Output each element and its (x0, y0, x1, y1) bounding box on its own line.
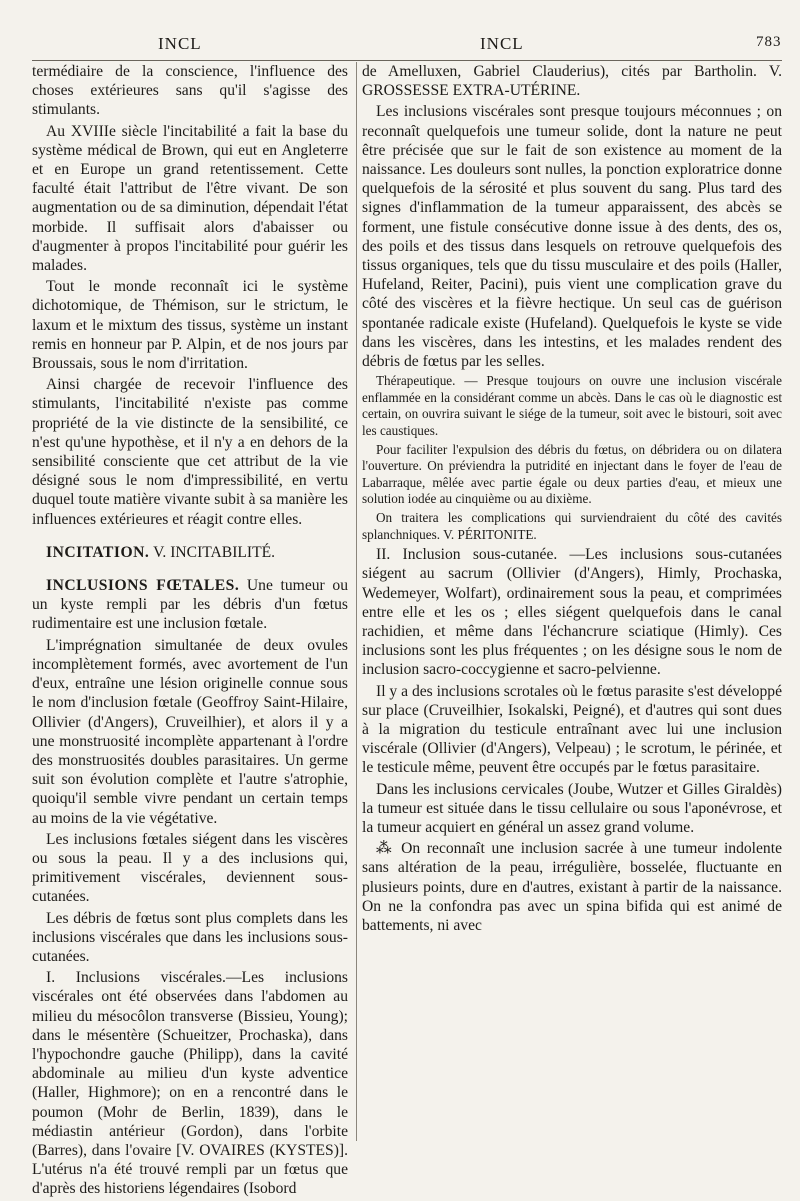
page-number: 783 (756, 34, 782, 50)
paragraph: Au XVIIIe siècle l'incitabilité a fait la base du système médical de Brown, qui eut en Angleterre et en Europe un grand retentissement. Cette faculté était l'attribut de l'être vivant. De son augmentation ou de sa diminution, dépendait l'état morbide. Il suffisait alors d'abaisser ou d'augmenter à propos l'incitabilité pour guérir les malades. (32, 122, 348, 275)
paragraph: termédiaire de la conscience, l'influence des choses extérieures sans qu'il s'agisse des stimulants. (32, 63, 348, 119)
entry-heading: INCITATION. (46, 543, 150, 561)
paragraph-therapeutique: Thérapeutique. — Presque toujours on ouvre une inclusion viscérale enflammée en la considérant comme un abcès. Dans le cas où le diagnostic est certain, on ouvrira suivant le siége de la tumeur, soit avec le bistouri, soit avec les caustiques. (362, 373, 782, 439)
running-header-right: INCL (480, 34, 524, 53)
paragraph: Dans les inclusions cervicales (Joube, Wutzer et Gilles Giraldès) la tumeur est située dans le tissu cellulaire ou sous l'aponévrose, et la tumeur acquiert en général un assez grand volume. (362, 780, 782, 837)
paragraph: On traitera les complications qui surviendraient du côté des cavités splanchniques. V. PÉRITONITE. (362, 510, 782, 542)
entry-inclusions (32, 576, 348, 634)
left-column (32, 62, 348, 1201)
cross-reference: V. INCITABILITÉ. (153, 543, 276, 561)
paragraph: Tout le monde reconnaît ici le système dichotomique, de Thémison, sur le strictum, le laxum et le mixtum des tissus, système un instant remis en honneur par P. Alpin, et de nos jours par Broussais, sous le nom d'irritation. (32, 278, 348, 373)
column-divider (356, 62, 357, 1141)
entry-definition: Une tumeur ou un kyste rempli par les débris d'un fœtus rudimentaire est une inclusion fœtale. (32, 577, 348, 633)
paragraph: Les débris de fœtus sont plus complets dans les inclusions viscérales que dans les inclusions sous-cutanées. (32, 909, 348, 965)
entry-incitation (32, 543, 348, 562)
entry-heading: INCLUSIONS FŒTALES. (46, 577, 240, 595)
paragraph: II. Inclusion sous-cutanée. —Les inclusions sous-cutanées siégent au sacrum (Ollivier (d'Angers), Himly, Prochaska, Wedemeyer, Wolfart), ordinairement sous la peau, et comprimées entre elle et les os ; elles siégent quelquefois dans le canal rachidien, et même dans l'échancrure sciatique (Himly). Ces inclusions sont les plus fréquentes ; on les désigne sous le nom de inclusion sacro-coccygienne et sacro-pelvienne. (362, 546, 782, 679)
right-column (362, 62, 782, 937)
paragraph: de Amelluxen, Gabriel Clauderius), cités par Bartholin. V. GROSSESSE EXTRA-UTÉRINE. (362, 63, 782, 100)
paragraph: ⁂ On reconnaît une inclusion sacrée à une tumeur indolente sans altération de la peau, irrégulière, bosselée, fluctuante en plusieurs points, dure en d'autres, existant à partir de la naissance. On ne la confondra pas avec un spina bifida qui est animé de battements, ni avec (362, 840, 782, 935)
paragraph: Il y a des inclusions scrotales où le fœtus parasite s'est développé sur place (Cruveilhier, Isokalski, Peigné), et d'autres qui sont dues à la migration du testicule entraînant avec lui une inclusion viscérale (Ollivier (d'Angers), Velpeau) ; le scrotum, le périnée, et le testicule même, peuvent être occupés par le fœtus parasitaire. (362, 682, 782, 777)
paragraph: Ainsi chargée de recevoir l'influence des stimulants, l'incitabilité n'existe pas comme propriété de la vie distincte de la sensibilité, ce n'est qu'une hypothèse, et il n'y a en dehors de la sensibilité consciente que cet attribut de la vie désigné sous le nom d'impressibilité, en vertu duquel toute matière vivante subit à sa manière les influences extérieures et réagit contre elles. (32, 376, 348, 528)
paragraph: Les inclusions viscérales sont presque toujours méconnues ; on reconnaît quelquefois une tumeur solide, dont la nature ne peut être précisée que sur le fait de son existence au moment de la naissance. Les douleurs sont nulles, la ponction exploratrice donne quelquefois de la sérosité et plus souvent du sang. Plus tard des signes d'inflammation de la tumeur apparaissent, des abcès se forment, une fistule consécutive donne issue à des dents, des os, des poils et des tissus dans lesquels on retrouve quelquefois des tissus organiques, tels que du tissu musculaire et des poils (Haller, Hufeland, Reiter, Pacini), puis vient une complication grave du côté des viscères et la fièvre hectique. Un seul cas de guérison spontanée radicale existe (Hufeland). Quelquefois le kyste se vide dans les viscères, dans les intestins, et les malades rendent des débris de fœtus par les selles. (362, 103, 782, 371)
paragraph: I. Inclusions viscérales.—Les inclusions viscérales ont été observées dans l'abdomen au milieu du mésocôlon transverse (Bissieu, Young); dans le mésentère (Schueitzer, Prochaska), dans l'hypochondre gauche (Philipp), dans la cavité abdominale au milieu d'un kyste adventice (Haller, Highmore); on en a rencontré dans le poumon (Mohr de Berlin, 1839), dans le médiastin antérieur (Gordon), dans l'orbite (Barres), dans l'ovaire [V. OVAIRES (KYSTES)]. L'utérus n'a été trouvé rempli par un fœtus que d'après des historiens légendaires (Isobord (32, 969, 348, 1198)
header-rule (32, 60, 782, 61)
running-header-left: INCL (158, 34, 202, 53)
paragraph: Les inclusions fœtales siégent dans les viscères ou sous la peau. Il y a des inclusions qui, primitivement viscérales, deviennent sous-cutanées. (32, 830, 348, 906)
paragraph: L'imprégnation simultanée de deux ovules incomplètement formés, avec avortement de l'un d'eux, entraîne une lésion originelle connue sous le nom d'inclusion fœtale (Geoffroy Saint-Hilaire, Ollivier (d'Angers), Cruveilhier), et alors il y a une monstruosité incomplète appartenant à l'ordre des monstruosités doubles parasitaires. Un germe suit son évolution complète et l'autre s'atrophie, quoiqu'il semble vivre pendant un certain temps au moins de la vie végétative. (32, 636, 348, 827)
paragraph: Pour faciliter l'expulsion des débris du fœtus, on débridera ou on dilatera l'ouverture. On préviendra la putridité en injectant dans le foyer de l'eau de Labarraque, mêlée avec partie égale ou deux parties d'eau, et mieux une solution iodée au cinquième ou au dixième. (362, 441, 782, 507)
